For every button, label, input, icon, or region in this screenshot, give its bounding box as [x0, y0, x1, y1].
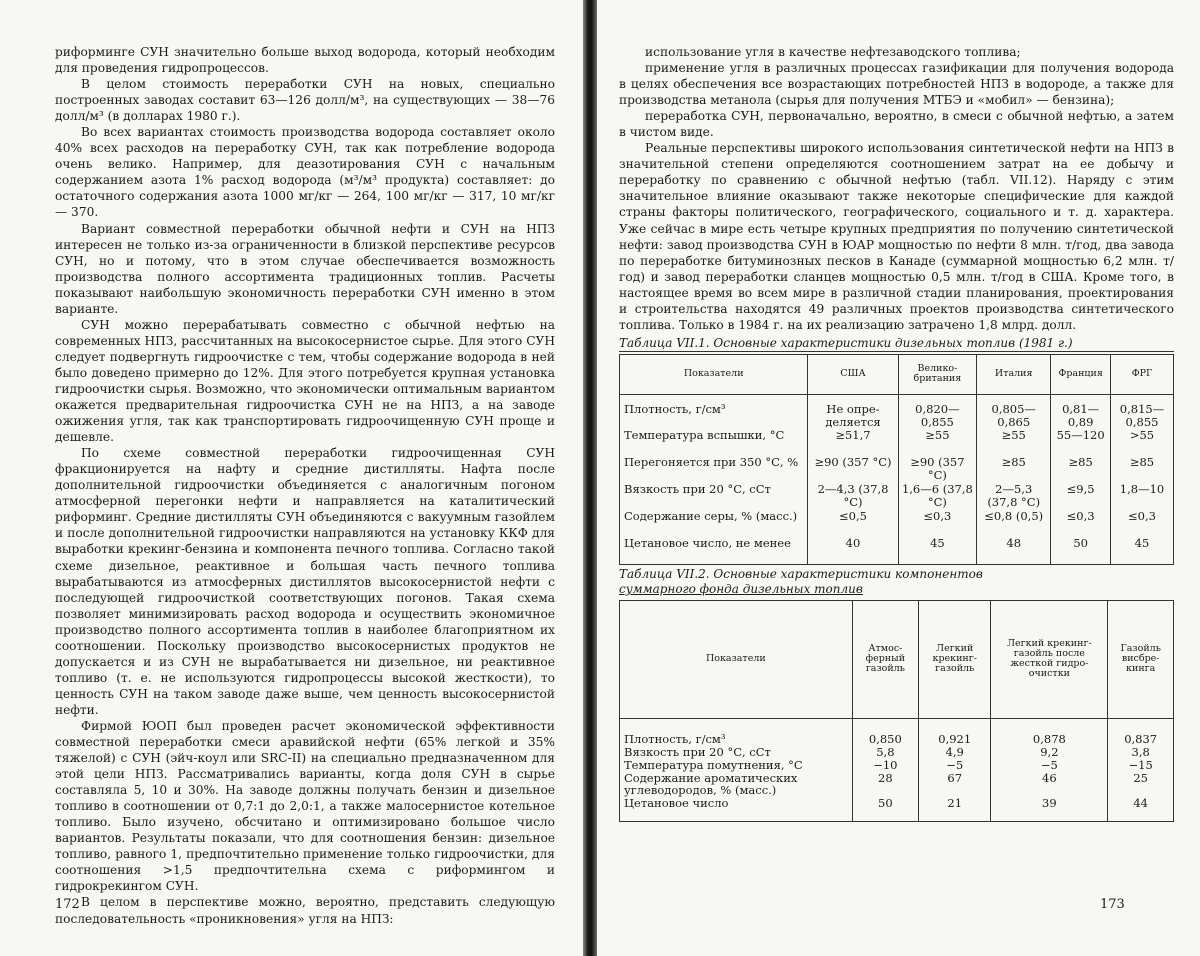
table-cell: Перегоняется при 350 °С, %: [620, 456, 808, 483]
table-row: [620, 510, 1174, 537]
table2-caption-line2: суммарного фонда дизельных топлив: [619, 581, 863, 596]
table-cell: 46: [991, 771, 1108, 796]
column-header: Велико-британия: [898, 354, 977, 394]
table-cell: 0,921: [919, 718, 991, 745]
table-cell: Плотность, г/см³: [620, 394, 808, 429]
column-header: Легкий крекинг-газойль после жесткой гидро-очистки: [991, 600, 1108, 718]
table-cell: 2—5,3 (37,8 °С): [977, 483, 1051, 510]
table2-caption: Таблица VII.2. Основные характеристики компонентов: [619, 566, 983, 581]
table-cell: Содержание серы, % (масс.): [620, 510, 808, 537]
paragraph: По схеме совместной переработки гидроочищенная СУН фракционируется на нафту и средние дистилляты. Нафта после дополнительной гидроочистки объединяется с аналогичным погоном атмосферной перегонки нефти и направляется на каталитический риформинг. Средние дистилляты СУН объединяются с вакуумным газойлем и после дополнительной гидроочистки направляются на установку ККФ для выработки крекинг-бензина и компонента печного топлива. Согласно такой схеме дизельное, реактивное и большая часть печного топлива вырабатываются из атмосферных дистиллятов высокосернистой нефти с последующей гидроочисткой соответствующих погонов. Такая схема позволяет минимизировать расход водорода и осуществить экономичное производство полного ассортимента топлив в наиболее благоприятном их соотношении. Поскольку производство высокосернистых продуктов не допускается и из СУН не вырабатывается ни дизельное, ни реактивное топливо (т. е. не используются гидропроцессы высокой жесткости), то ценность СУН на таком заводе даже выше, чем ценность высокосернистой нефти.: [55, 446, 555, 717]
page-number: 173: [1100, 897, 1125, 912]
table-cell: 1,6—6 (37,8 °С): [898, 483, 977, 510]
column-header: Показатели: [620, 354, 808, 394]
table-diesel-characteristics: [619, 354, 1174, 565]
left-text-column: [55, 44, 555, 927]
table-cell: −5: [919, 758, 991, 771]
table-cell: ≥55: [977, 429, 1051, 456]
table-cell: 0,820—0,855: [898, 394, 977, 429]
table-cell: 21: [919, 796, 991, 822]
table-cell: ≥85: [1111, 456, 1174, 483]
table-row: [620, 456, 1174, 483]
table-cell: Температура помутнения, °С: [620, 758, 853, 771]
table-cell: −10: [852, 758, 918, 771]
table-cell: ≥90 (357 °С): [898, 456, 977, 483]
paragraph: риформинге СУН значительно больше выход водорода, который необходим для проведения гидропроцессов.: [55, 45, 555, 76]
paragraph: Фирмой ЮОП был проведен расчет экономической эффективности совместной переработки смеси аравийской нефти (65% легкой и 35% тяжелой) с СУН (эйч-коул или SRC-II) на специально предназначенном для этой цели НПЗ. Рассматривались варианты, когда доля СУН в сырье составляла 5, 10 и 30%. На заводе должны получать бензин и дизельное топливо в соотношении от 0,7:1 до 2,0:1, а также малосернистое котельное топливо. Было изучено, обсчитано и оптимизировано большое число вариантов. Результаты показали, что для соотношения бензин: дизельное топливо, равного 1, предпочтительно применение только гидроочистки, для соотношения >1,5 предпочтительна схема с риформингом и гидрокрекингом СУН.: [55, 718, 555, 894]
table-cell: 44: [1108, 796, 1174, 822]
table-cell: ≥85: [977, 456, 1051, 483]
table-cell: 9,2: [991, 745, 1108, 758]
table-cell: −5: [991, 758, 1108, 771]
table-cell: Цетановое число, не менее: [620, 537, 808, 565]
table-cell: Вязкость при 20 °С, сСт: [620, 745, 853, 758]
table-cell: ≤0,3: [1111, 510, 1174, 537]
table-cell: >55: [1111, 429, 1174, 456]
column-header: Италия: [977, 354, 1051, 394]
table-cell: Температура вспышки, °С: [620, 429, 808, 456]
paragraph: использование угля в качестве нефтезаводского топлива;: [645, 45, 1021, 59]
table-cell: −15: [1108, 758, 1174, 771]
table-row: [620, 758, 1174, 771]
table-cell: Вязкость при 20 °С, сСт: [620, 483, 808, 510]
paragraph: применение угля в различных процессах газификации для получения водорода в целях обеспечения все возрастающих потребностей НПЗ в водороде, а также для производства метанола (сырья для получения МТБЭ и «мобил» — бензина);: [619, 61, 1174, 108]
paragraph: Вариант совместной переработки обычной нефти и СУН на НПЗ интересен не только из-за ограниченности в близкой перспективе ресурсов СУН, но и потому, что в этом случае обеспечивается возможность производства полного ассортимента традиционных топлив. Расчеты показывают наибольшую экономичность переработки СУН именно в этом варианте.: [55, 221, 555, 316]
table-cell: Плотность, г/см³: [620, 718, 853, 745]
table-cell: ≤0,3: [898, 510, 977, 537]
table-diesel-components: [619, 600, 1174, 822]
table-cell: ≥85: [1051, 456, 1111, 483]
table-cell: 48: [977, 537, 1051, 565]
paragraph: Реальные перспективы широкого использования синтетической нефти на НПЗ в значительной степени определяются соотношением затрат на ее добычу и переработку по сравнению с обычной нефтью (табл. VII.12). Наряду с этим значительное влияние оказывают также некоторые специфические для каждой страны факторы политического, географического, социального и т. д. характера. Уже сейчас в мире есть четыре крупных предприятия по получению синтетической нефти: завод производства СУН в ЮАР мощностью по нефти 8 млн. т/год, два завода по переработке битуминозных песков в Канаде (суммарной мощностью 6,2 млн. т/год) и завод переработки сланцев мощностью 0,5 млн. т/год в США. Кроме того, в настоящее время во всем мире в различной стадии планирования, проектирования и строительства находятся 49 различных проектов производства синтетического топлива. Только в 1984 г. на их реализацию затрачено 1,8 млрд. долл.: [619, 141, 1174, 332]
column-header: США: [808, 354, 898, 394]
table-cell: 67: [919, 771, 991, 796]
left-page: [0, 0, 583, 956]
table-cell: 45: [1111, 537, 1174, 565]
table-cell: 0,850: [852, 718, 918, 745]
table-cell: 5,8: [852, 745, 918, 758]
table-row: [620, 796, 1174, 822]
table-cell: ≥55: [898, 429, 977, 456]
table-cell: 50: [852, 796, 918, 822]
column-header: Атмос-ферный газойль: [852, 600, 918, 718]
table-cell: ≥90 (357 °С): [808, 456, 898, 483]
table-row: [620, 394, 1174, 429]
table-row: [620, 429, 1174, 456]
table-cell: ≥51,7: [808, 429, 898, 456]
table-cell: 3,8: [1108, 745, 1174, 758]
paragraph: В целом стоимость переработки СУН на новых, специально построенных заводах составит 63—126 долл/м³, на существующих — 38—76 долл/м³ (в долларах 1980 г.).: [55, 77, 555, 124]
table-cell: 0,878: [991, 718, 1108, 745]
page-number: 172: [55, 897, 80, 912]
table-cell: ≤0,3: [1051, 510, 1111, 537]
column-header: Франция: [1051, 354, 1111, 394]
table-row: [620, 718, 1174, 745]
paragraph: Во всех вариантах стоимость производства водорода составляет около 40% всех расходов на переработку СУН, так как потребление водорода очень велико. Например, для деазотирования СУН с начальным содержанием азота 1% расход водорода (м³/м³ продукта) составляет: до остаточного содержания азота 1000 мг/кг — 264, 100 мг/кг — 317, 10 мг/кг — 370.: [55, 125, 555, 220]
paragraph: В целом в перспективе можно, вероятно, представить следующую последовательность «проникновения» угля на НПЗ:: [55, 895, 555, 926]
right-text-column: [619, 44, 1174, 822]
table-row: [620, 537, 1174, 565]
table-cell: Содержание ароматических углеводородов, % (масс.): [620, 771, 853, 796]
table-cell: 25: [1108, 771, 1174, 796]
table-cell: ≤0,8 (0,5): [977, 510, 1051, 537]
table-cell: 0,837: [1108, 718, 1174, 745]
table-cell: 2—4,3 (37,8 °С): [808, 483, 898, 510]
table-row: [620, 745, 1174, 758]
table-cell: Не опре-деляется: [808, 394, 898, 429]
right-page: [597, 0, 1200, 956]
column-header: Легкий крекинг-газойль: [919, 600, 991, 718]
book-spine: [583, 0, 597, 956]
table-cell: ≤0,5: [808, 510, 898, 537]
table-row: [620, 771, 1174, 796]
table-cell: 28: [852, 771, 918, 796]
table-cell: 4,9: [919, 745, 991, 758]
table-cell: ≤9,5: [1051, 483, 1111, 510]
table1-caption: Таблица VII.1. Основные характеристики дизельных топлив (1981 г.): [619, 336, 1174, 352]
column-header: ФРГ: [1111, 354, 1174, 394]
table-cell: 0,815—0,855: [1111, 394, 1174, 429]
column-header: Газойль висбре-кинга: [1108, 600, 1174, 718]
table-cell: 40: [808, 537, 898, 565]
table-cell: 50: [1051, 537, 1111, 565]
table-cell: 1,8—10: [1111, 483, 1174, 510]
paragraph: переработка СУН, первоначально, вероятно, в смеси с обычной нефтью, а затем в чистом виде.: [619, 109, 1174, 140]
table-cell: 0,805—0,865: [977, 394, 1051, 429]
table-cell: 45: [898, 537, 977, 565]
paragraph: СУН можно перерабатывать совместно с обычной нефтью на современных НПЗ, рассчитанных на высокосернистое сырье. Для этого СУН следует подвергнуть гидроочистке с тем, чтобы содержание водорода в ней было доведено примерно до 12%. Для этого потребуется крупная установка гидроочистки сырья. Возможно, что экономически оптимальным вариантом окажется предварительная гидроочистка СУН не на НПЗ, а на заводе ожижения угля, так как транспортировать гидроочищенную СУН проще и дешевле.: [55, 317, 555, 445]
table-cell: 39: [991, 796, 1108, 822]
table-cell: Цетановое число: [620, 796, 853, 822]
table-cell: 55—120: [1051, 429, 1111, 456]
table-row: [620, 483, 1174, 510]
column-header: Показатели: [620, 600, 853, 718]
table-cell: 0,81—0,89: [1051, 394, 1111, 429]
